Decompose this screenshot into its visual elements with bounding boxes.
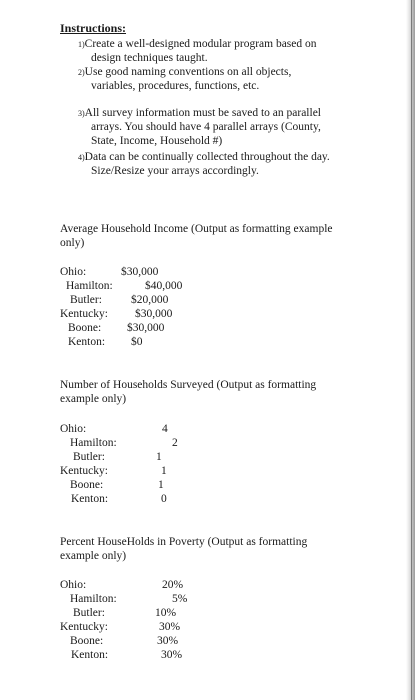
income-label-butler: Butler:: [70, 294, 102, 306]
income-label-ohio: Ohio:: [60, 266, 87, 278]
income-value-boone: $30,000: [127, 322, 165, 334]
instruction-item-2: [78, 65, 291, 80]
households-title: Number of Households Surveyed (Output as formatting: [60, 379, 317, 391]
poverty-value-kentucky: 30%: [159, 621, 181, 633]
poverty-value-butler: 10%: [155, 607, 177, 619]
households-value-hamilton: 2: [172, 437, 178, 449]
instruction-item-2-cont: variables, procedures, functions, etc.: [91, 80, 260, 92]
instruction-item-3-cont: arrays. You should have 4 parallel arrays (County,: [91, 121, 321, 133]
households-label-butler: Butler:: [73, 451, 105, 463]
households-label-ohio: Ohio:: [60, 423, 87, 435]
households-label-kentucky: Kentucky:: [60, 465, 108, 477]
poverty-value-boone: 30%: [157, 635, 179, 647]
item-number: 3): [78, 109, 85, 118]
income-label-kentucky: Kentucky:: [60, 308, 108, 320]
item-text: All survey information must be saved to an parallel: [84, 107, 322, 119]
households-value-boone: 1: [158, 479, 164, 491]
income-label-kenton: Kenton:: [68, 336, 106, 348]
instruction-item-4: [78, 150, 330, 165]
poverty-title-cont: example only): [60, 550, 127, 562]
poverty-title: Percent HouseHolds in Poverty (Output as formatting: [60, 536, 308, 548]
poverty-value-kenton: 30%: [161, 649, 183, 661]
households-value-kenton: 0: [161, 493, 167, 505]
income-title-cont: only): [60, 237, 85, 249]
instruction-item-4-cont: Size/Resize your arrays accordingly.: [91, 165, 259, 177]
poverty-label-kenton: Kenton:: [71, 649, 109, 661]
income-label-boone: Boone:: [68, 322, 102, 334]
households-value-ohio: 4: [162, 423, 168, 435]
poverty-value-hamilton: 5%: [172, 593, 188, 605]
income-value-ohio: $30,000: [121, 266, 159, 278]
item-text: Use good naming conventions on all objects,: [84, 66, 292, 78]
instruction-item-3-cont2: State, Income, Household #): [91, 135, 223, 147]
income-value-hamilton: $40,000: [145, 280, 183, 292]
poverty-label-boone: Boone:: [70, 635, 104, 647]
households-label-hamilton: Hamilton:: [70, 437, 117, 449]
income-value-kenton: $0: [131, 336, 143, 348]
instructions-heading: Instructions:: [60, 21, 127, 35]
instruction-item-1: [78, 37, 317, 52]
households-label-kenton: Kenton:: [71, 493, 109, 505]
income-label-hamilton: Hamilton:: [66, 280, 113, 292]
poverty-label-hamilton: Hamilton:: [70, 593, 117, 605]
households-title-cont: example only): [60, 393, 127, 405]
item-number: 2): [78, 68, 85, 77]
poverty-label-butler: Butler:: [73, 607, 105, 619]
households-value-kentucky: 1: [161, 465, 167, 477]
income-value-kentucky: $30,000: [135, 308, 173, 320]
item-text: Data can be continually collected throughout the day.: [84, 151, 330, 163]
item-number: 4): [78, 153, 85, 162]
income-title: Average Household Income (Output as formatting example: [60, 223, 333, 235]
households-label-boone: Boone:: [70, 479, 104, 491]
item-number: 1): [78, 40, 85, 49]
poverty-label-ohio: Ohio:: [60, 579, 87, 591]
instruction-item-1-cont: design techniques taught.: [91, 52, 208, 64]
income-value-butler: $20,000: [131, 294, 169, 306]
page-edge-line: [411, 0, 412, 700]
poverty-value-ohio: 20%: [162, 579, 184, 591]
instruction-item-3: [78, 106, 321, 121]
poverty-label-kentucky: Kentucky:: [60, 621, 108, 633]
households-value-butler: 1: [156, 451, 162, 463]
item-text: Create a well-designed modular program based on: [84, 38, 317, 50]
